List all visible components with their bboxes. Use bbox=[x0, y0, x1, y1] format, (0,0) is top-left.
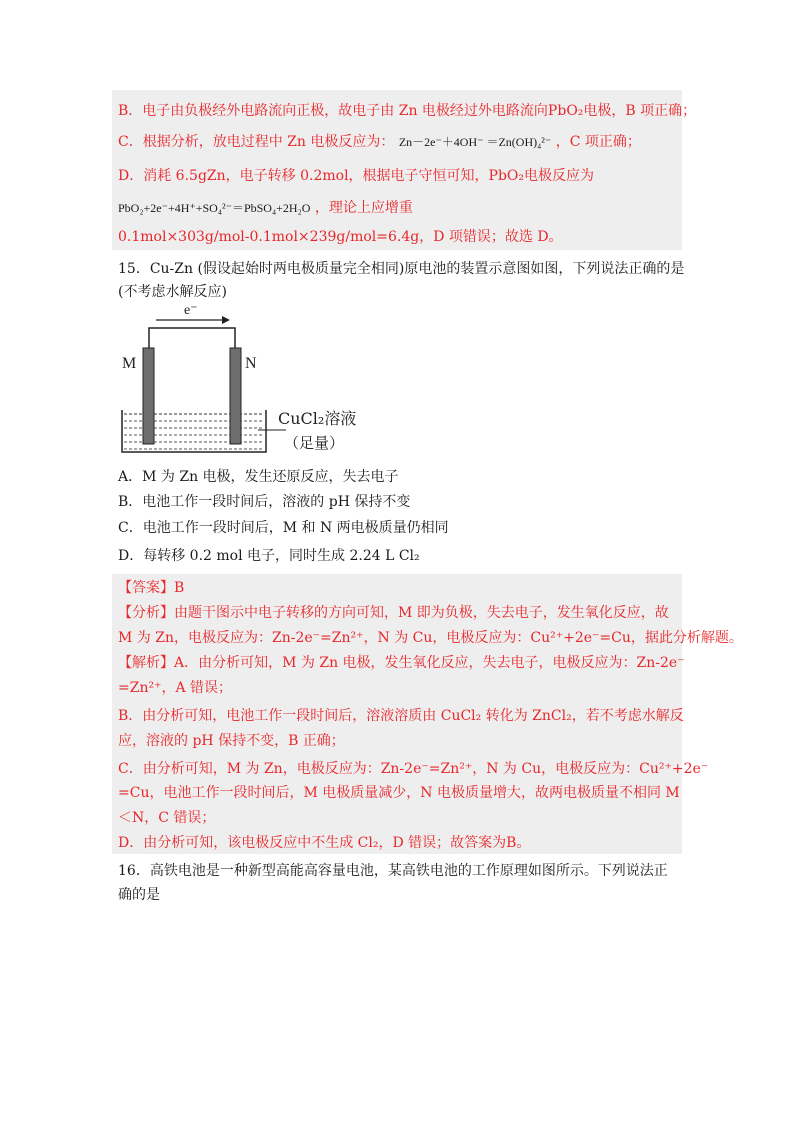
explain-a-line2: =Zn²⁺，A 错误； bbox=[118, 680, 233, 696]
zn-electrode-formula: Zn－2e⁻＋4OH⁻ ＝Zn(OH)₄²⁻ bbox=[398, 135, 552, 149]
question-16-stem-line2: 确的是 bbox=[118, 887, 160, 903]
electron-arrow-head bbox=[222, 316, 230, 324]
analysis-line2: M 为 Zn，电极反应为：Zn-2e⁻=Zn²⁺，N 为 Cu，电极反应为：Cu²⁺+2e⁻=Cu，据此分析解题。 bbox=[118, 630, 743, 646]
explanation-line-d2-post: ，理论上应增重 bbox=[314, 200, 413, 216]
explanation-line-c-pre: C．根据分析，放电过程中 Zn 电极反应为： bbox=[118, 134, 395, 150]
question-15-option-c: C．电池工作一段时间后，M 和 N 两电极质量仍相同 bbox=[118, 520, 449, 536]
electron-label: e⁻ bbox=[184, 303, 198, 318]
explain-d-line: D．由分析可知，该电极反应中不生成 Cl₂，D 错误；故答案为B。 bbox=[118, 835, 531, 851]
pbo2-electrode-formula: PbO₂+2e⁻+4H⁺+SO₄²⁻＝PbSO₄+2H₂O bbox=[118, 201, 311, 215]
explanation-line-c bbox=[118, 131, 680, 153]
electrode-n-label: N bbox=[245, 355, 257, 372]
explanation-line-d2 bbox=[118, 197, 680, 219]
question-16-stem-line1: 16．高铁电池是一种新型高能高容量电池，某高铁电池的工作原理如图所示。下列说法正 bbox=[118, 863, 668, 879]
explanation-line-b: B．电子由负极经外电路流向正极，故电子由 Zn 电极经过外电路流向PbO₂电极，B 项正确； bbox=[118, 103, 697, 119]
question-15-stem-line2: (不考虑水解反应) bbox=[118, 284, 227, 300]
explain-a-line1: 【解析】A．由分析可知，M 为 Zn 电极，发生氧化反应，失去电子，电极反应为：Zn-2e⁻ bbox=[118, 655, 685, 671]
solution-note: （足量） bbox=[284, 434, 345, 452]
explain-c-line1: C．由分析可知，M 为 Zn，电极反应为：Zn-2e⁻=Zn²⁺，N 为 Cu，电极反应为：Cu²⁺+2e⁻ bbox=[118, 761, 709, 777]
electrode-m-label: M bbox=[122, 355, 137, 372]
explain-c-line2: =Cu，电池工作一段时间后，M 电极质量减少，N 电极质量增大，故两电极质量不相同 M bbox=[118, 785, 680, 801]
question-15-stem-line1: 15．Cu-Zn (假设起始时两电极质量完全相同)原电池的装置示意图如图，下列说法正确的是 bbox=[118, 261, 685, 277]
question-15-option-d: D．每转移 0.2 mol 电子，同时生成 2.24 L Cl₂ bbox=[118, 548, 420, 564]
explanation-line-c-post: ，C 项正确； bbox=[555, 134, 641, 150]
explanation-line-d1: D．消耗 6.5gZn，电子转移 0.2mol，根据电子守恒可知，PbO₂电极反应为 bbox=[118, 168, 595, 184]
explain-b-line1: B．由分析可知，电池工作一段时间后，溶液溶质由 CuCl₂ 转化为 ZnCl₂，若不考虑水解反 bbox=[118, 708, 684, 724]
electrode-n bbox=[230, 348, 241, 444]
galvanic-cell-diagram bbox=[118, 300, 378, 460]
explanation-line-d3: 0.1mol×303g/mol-0.1mol×239g/mol=6.4g，D 项错误；故选 D。 bbox=[118, 229, 563, 245]
answer-label: 【答案】B bbox=[118, 580, 185, 596]
explain-b-line2: 应，溶液的 pH 保持不变，B 正确； bbox=[118, 733, 345, 749]
external-wire bbox=[149, 328, 235, 348]
electrode-m bbox=[143, 348, 154, 444]
solution-label: CuCl₂溶液 bbox=[278, 409, 357, 428]
analysis-line1: 【分析】由题干图示中电子转移的方向可知，M 即为负极，失去电子，发生氧化反应，故 bbox=[118, 605, 669, 621]
question-15-option-a: A．M 为 Zn 电极，发生还原反应，失去电子 bbox=[118, 469, 399, 485]
galvanic-cell-svg bbox=[118, 300, 378, 460]
explain-c-line3: ＜N，C 错误； bbox=[118, 810, 216, 826]
question-15-option-b: B．电池工作一段时间后，溶液的 pH 保持不变 bbox=[118, 494, 411, 510]
